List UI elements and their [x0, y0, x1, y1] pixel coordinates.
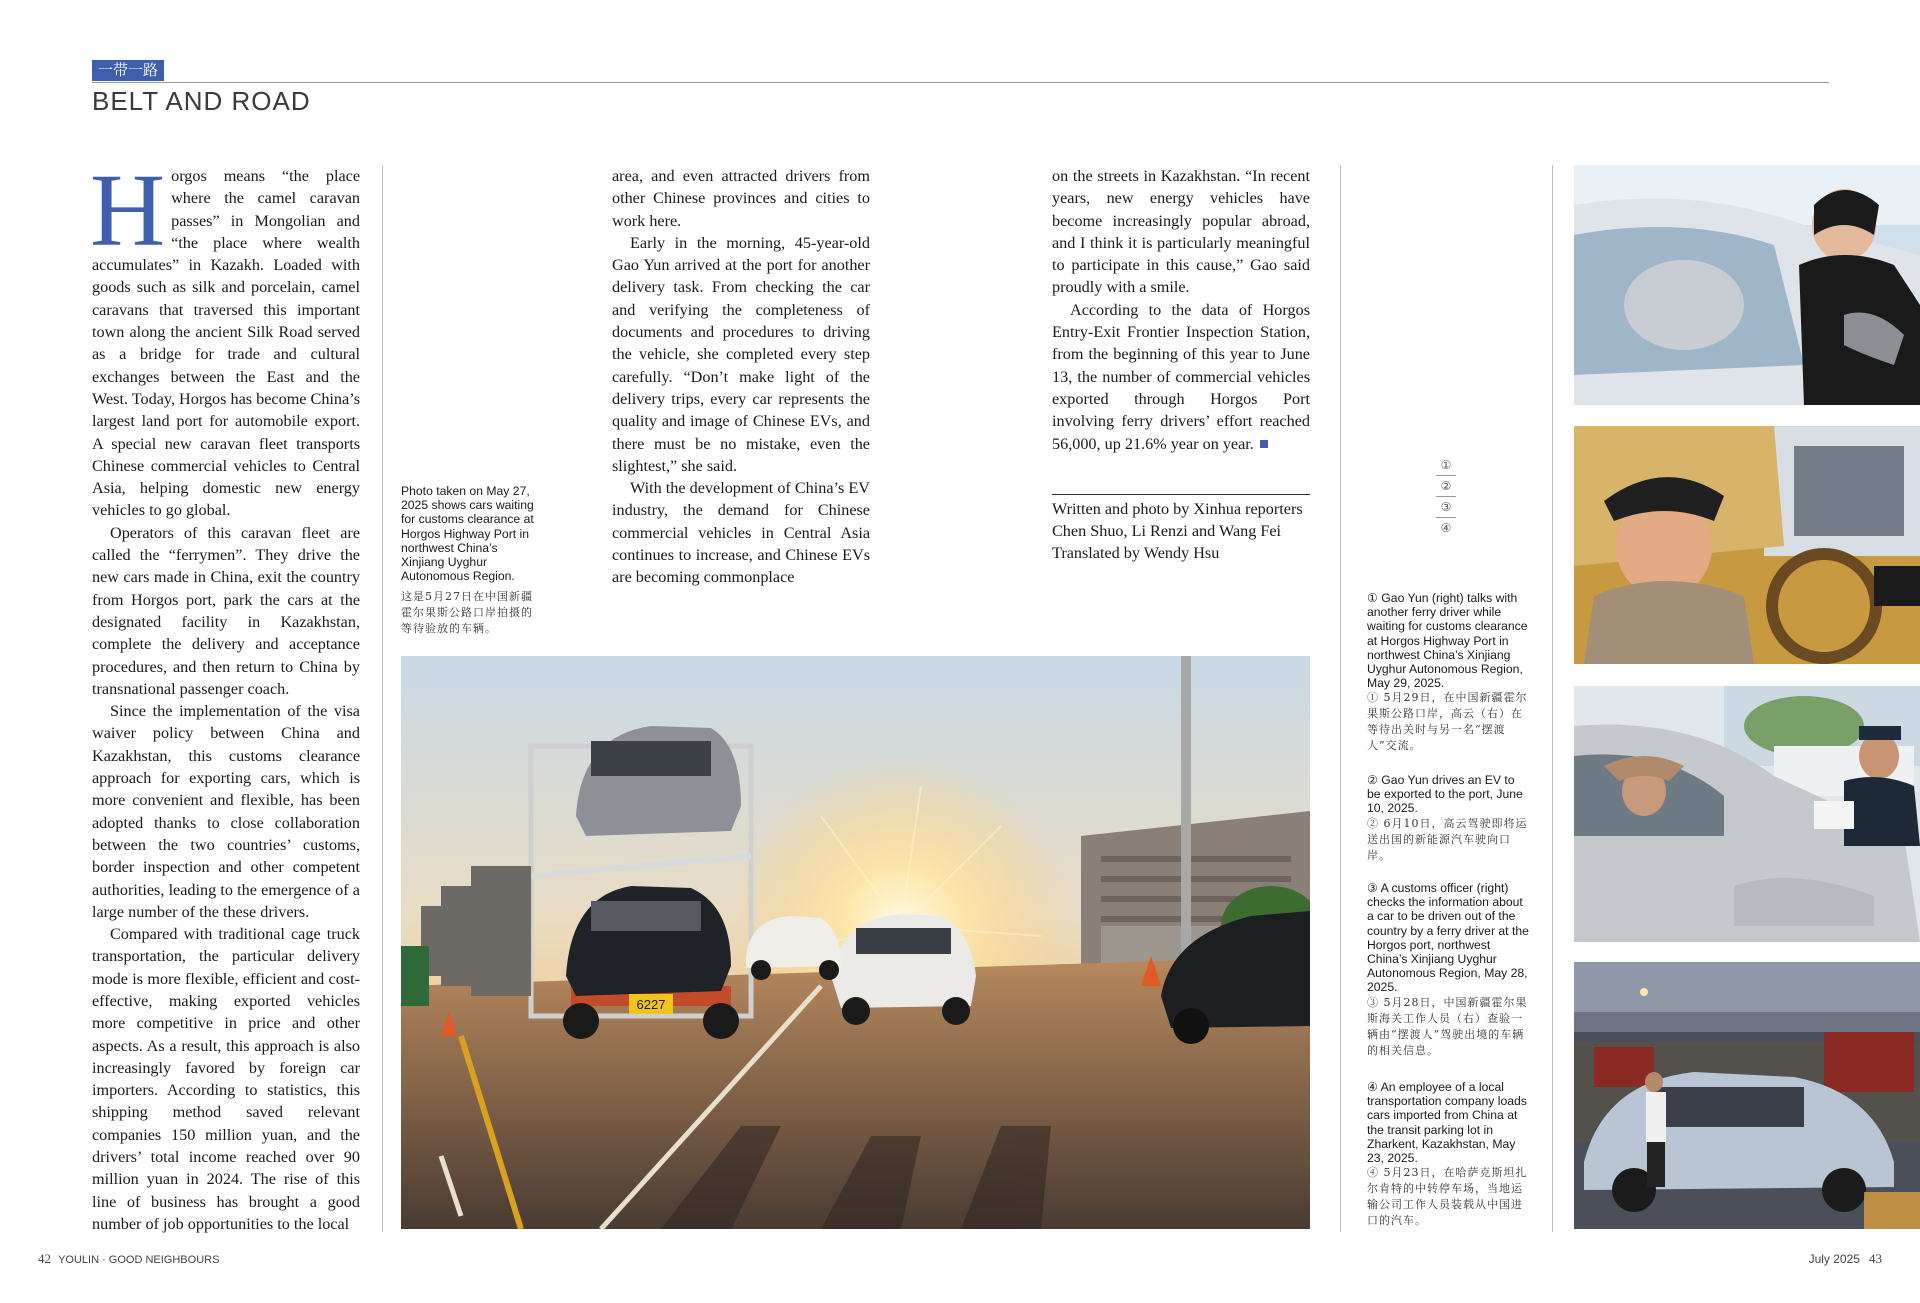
byline-line-1: Written and photo by Xinhua reporters [1052, 500, 1303, 518]
ferry-drivers-talking-image [1574, 165, 1920, 405]
footer-left [38, 1251, 219, 1267]
paragraph-9 [1052, 299, 1310, 455]
section-tag: 一带一路 [92, 60, 164, 81]
side-caption-2-en: ② Gao Yun drives an EV to be exported to the port, June 10, 2025. [1367, 773, 1523, 816]
side-photo-4 [1574, 962, 1920, 1229]
photo-number-4: ④ [1440, 521, 1452, 535]
paragraph-1 [90, 153, 360, 522]
photo-number-list [1436, 456, 1456, 538]
side-caption-4 [1367, 1080, 1529, 1229]
paragraph-7: With the development of China’s EV industry, the demand for Chinese commercial vehicles in Central Asia continues to increase, and Chinese EVs are becoming commonplace [612, 479, 870, 587]
side-caption-2 [1367, 773, 1529, 864]
side-photo-1 [1574, 165, 1920, 405]
side-caption-1-zh: ① 5月29日，在中国新疆霍尔果斯公路口岸，高云（右）在等待出关时与另一名“摆渡人”交流。 [1367, 691, 1528, 753]
article-column-1 [90, 153, 360, 1235]
header-rule [92, 82, 1829, 83]
side-caption-3-en: ③ A customs officer (right) checks the information about a car to be driven out of the country by a ferry driver at the Horgos port, northwest China’s Xinjiang Uyghur Autonomous Region, May 28, 2025. [1367, 881, 1529, 995]
side-caption-4-zh: ④ 5月23日，在哈萨克斯坦扎尔肯特的中转停车场，当地运输公司工作人员装载从中国进口的汽车。 [1367, 1166, 1528, 1228]
loading-cars-dusk-image [1574, 962, 1920, 1229]
byline-line-3: Translated by Wendy Hsu [1052, 544, 1220, 562]
driving-ev-image [1574, 426, 1920, 664]
byline [1052, 498, 1332, 564]
paragraph-2: Operators of this caravan fleet are called the “ferrymen”. They drive the new cars made in China, exit the country from Horgos port, park the cars at the designated facility in Kazakhstan, complete the delivery and acceptance procedures, and then return to China by transnational passenger coach. [92, 523, 360, 698]
paragraph-6: Early in the morning, 45-year-old Gao Yun arrived at the port for another delivery task. From checking the car and verifying the completeness of documents and procedures to driving the vehicle, she completed every step carefully. “Don’t make light of the delivery trips, every car represents the quality and image of Chinese EVs, and there must be no mistake, even the slightest,” she said. [612, 233, 870, 475]
main-photo-caption [401, 484, 541, 637]
side-caption-2-zh: ② 6月10日，高云驾驶即将运送出国的新能源汽车驶向口岸。 [1367, 816, 1528, 862]
article-column-2 [612, 165, 870, 589]
column-divider-photos [1552, 165, 1553, 1232]
photo-number-3: ③ [1436, 497, 1456, 518]
main-photo [401, 656, 1310, 1229]
footer-page-right: 43 [1869, 1251, 1882, 1266]
footer-magazine: YOULIN · GOOD NEIGHBOURS [58, 1254, 220, 1266]
photo-number-1: ① [1436, 456, 1456, 476]
side-caption-3-zh: ③ 5月28日，中国新疆霍尔果斯海关工作人员（右）查验一辆由“摆渡人”驾驶出境的车辆的相关信息。 [1367, 995, 1528, 1057]
main-photo-caption-en: Photo taken on May 27, 2025 shows cars waiting for customs clearance at Horgos Highway Port in northwest China’s Xinjiang Uyghur Autonomous Region. [401, 484, 534, 584]
byline-line-2: Chen Shuo, Li Renzi and Wang Fei [1052, 522, 1282, 540]
side-caption-3 [1367, 881, 1529, 1059]
column-divider [382, 165, 383, 1232]
customs-officer-check-image [1574, 686, 1920, 942]
side-caption-4-en: ④ An employee of a local transportation company loads cars imported from China at the transit parking lot in Zharkent, Kazakhstan, May 23, 2025. [1367, 1080, 1527, 1166]
paragraph-1-text: orgos means “the place where the camel caravan passes” in Mongolian and “the place where wealth accumulates” in Kazakh. Loaded with goods such as silk and porcelain, camel caravans that traversed this important town along the ancient Silk Road served as a bridge for trade and cultural exchanges between the East and the West. Today, Horgos has become China’s largest land port for automobile export. A special new caravan fleet transports Chinese commercial vehicles to Central Asia, helping domestic new energy vehicles to go global. [92, 167, 360, 520]
side-caption-1 [1367, 591, 1529, 754]
border-port-sunset-image [401, 656, 1310, 1229]
dropcap: H [90, 153, 166, 268]
end-mark [1260, 440, 1268, 448]
section-title: BELT AND ROAD [92, 86, 311, 116]
side-photo-2 [1574, 426, 1920, 664]
paragraph-5: area, and even attracted drivers from other Chinese provinces and cities to work here. [612, 167, 870, 230]
side-caption-1-en: ① Gao Yun (right) talks with another ferry driver while waiting for customs clearance at Horgos Highway Port in northwest China’s Xinjiang Uyghur Autonomous Region, May 29, 2025. [1367, 591, 1528, 691]
footer-date: July 2025 [1808, 1252, 1860, 1266]
footer-right [1809, 1251, 1882, 1267]
main-photo-caption-zh: 这是5月27日在中国新疆霍尔果斯公路口岸拍摄的等待验放的车辆。 [401, 590, 533, 636]
footer-page-left: 42 [38, 1251, 51, 1266]
paragraph-3: Since the implementation of the visa waiver policy between China and Kazakhstan, this customs clearance approach for exporting cars, which is more convenient and flexible, has been adopted thanks to close collaboration between the two countries’ customs, border inspection and other competent authorities, leading to the emergence of a large number of the these drivers. [92, 702, 360, 921]
paragraph-8: on the streets in Kazakhstan. “In recent years, new energy vehicles have become increasingly popular abroad, and I think it is particularly meaningful to participate in this cause,” Gao said proudly with a smile. [1052, 167, 1310, 297]
column-divider-right [1340, 165, 1341, 1232]
side-photo-3 [1574, 686, 1920, 942]
license-plate: 6227 [636, 997, 666, 1012]
photo-number-2: ② [1436, 476, 1456, 497]
paragraph-9-text: According to the data of Horgos Entry-Exit Frontier Inspection Station, from the beginning of this year to June 13, the number of commercial vehicles exported through Horgos Port involving ferry drivers’ effort reached 56,000, up 21.6% year on year. [1052, 300, 1310, 453]
byline-rule [1052, 494, 1310, 495]
paragraph-4: Compared with traditional cage truck transportation, the particular delivery mode is more flexible, efficient and cost-effective, making exported vehicles more competitive in price and other aspects. As a result, this approach is also increasingly favored by foreign car importers. According to statistics, this shipping method saved relevant companies 150 million yuan, and the drivers’ total income reached over 90 million yuan in 2024. The rise of this line of business has brought a good number of job opportunities to the local [92, 925, 360, 1233]
article-column-3 [1052, 165, 1310, 455]
